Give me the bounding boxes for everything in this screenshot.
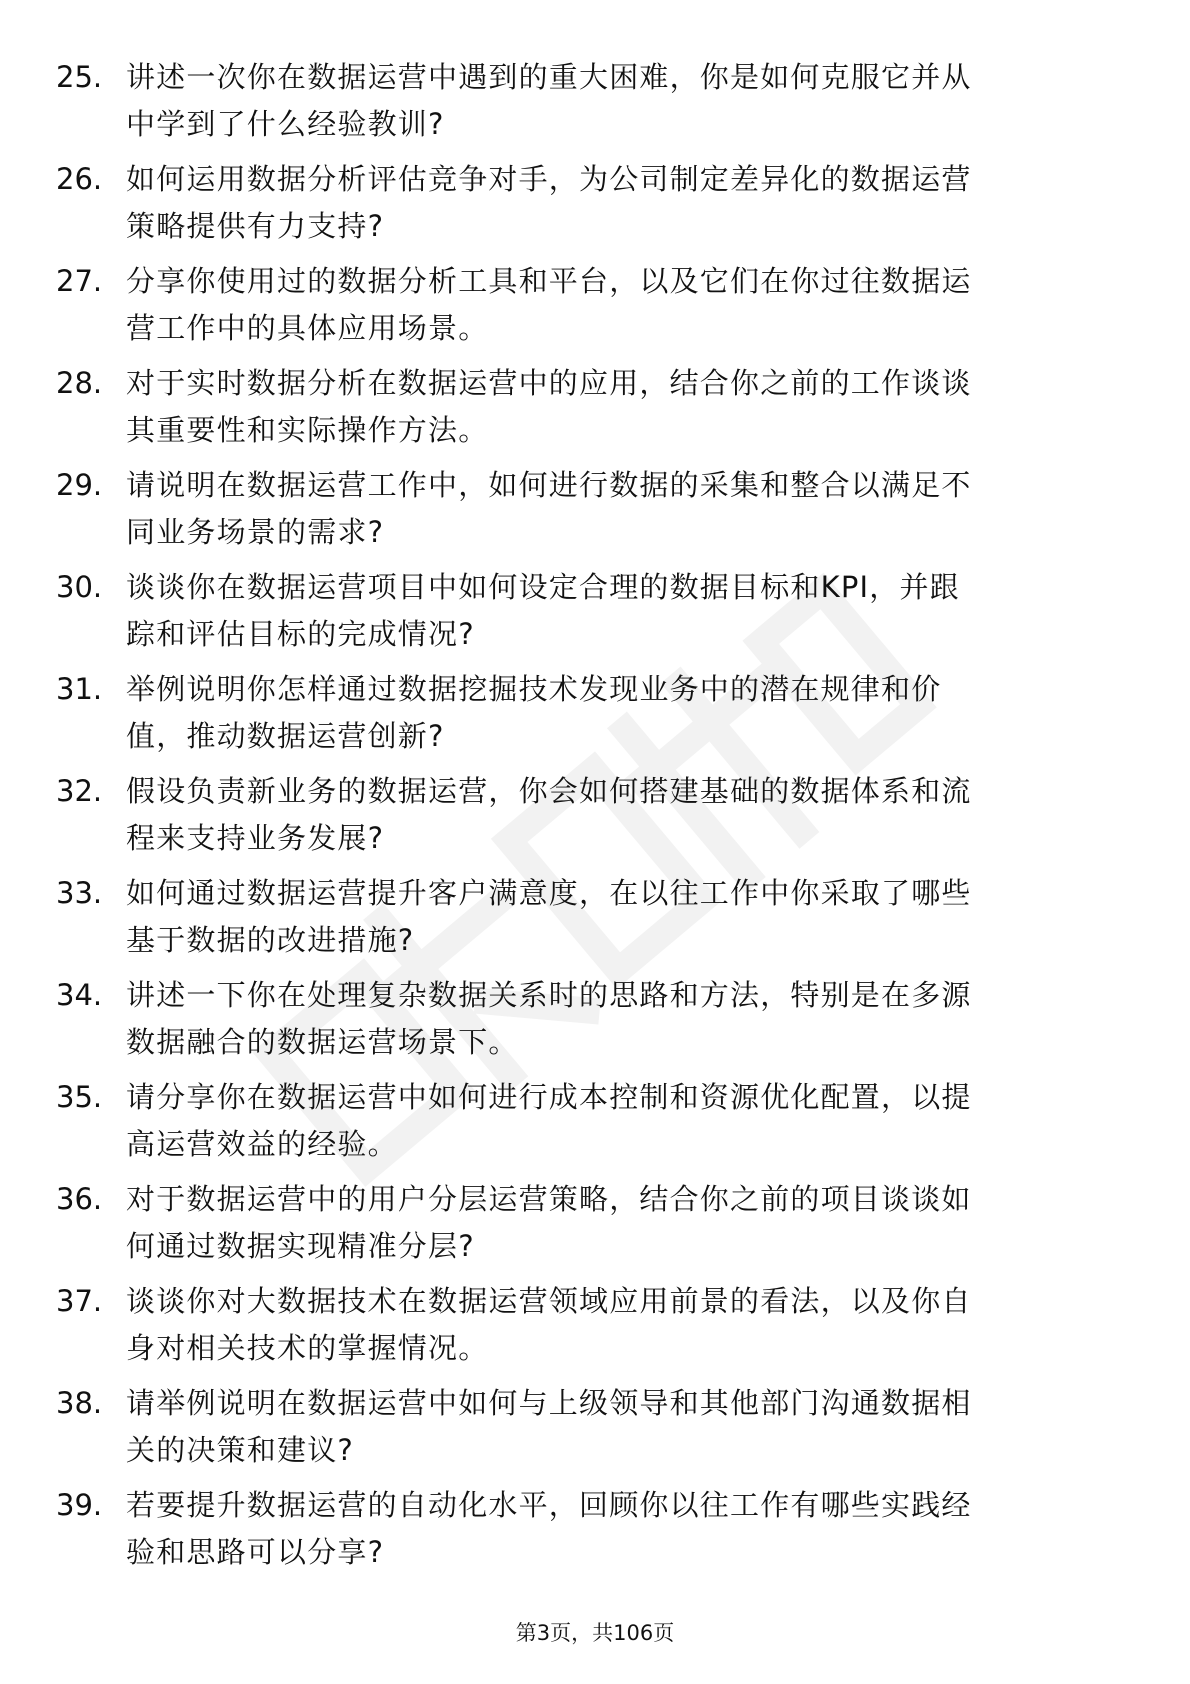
question-number: 27.	[56, 264, 103, 298]
question-number: 34.	[56, 978, 103, 1012]
question-number: 29.	[56, 468, 103, 502]
question-line: 验和思路可以分享?	[126, 1535, 385, 1569]
list-item	[56, 462, 1120, 564]
question-number: 28.	[56, 366, 103, 400]
question-line: 数据融合的数据运营场景下。	[126, 1025, 519, 1059]
question-line: 如何运用数据分析评估竞争对手，为公司制定差异化的数据运营	[126, 162, 972, 196]
question-line: 讲述一下你在处理复杂数据关系时的思路和方法，特别是在多源	[126, 978, 972, 1012]
list-item	[56, 156, 1120, 258]
question-line: 其重要性和实际操作方法。	[126, 413, 489, 447]
question-line: 同业务场景的需求?	[126, 515, 385, 549]
question-number: 30.	[56, 570, 103, 604]
list-item	[56, 1176, 1120, 1278]
question-text	[126, 870, 1166, 964]
question-line: 营工作中的具体应用场景。	[126, 311, 489, 345]
list-item	[56, 258, 1120, 360]
question-line: 分享你使用过的数据分析工具和平台，以及它们在你过往数据运	[126, 264, 972, 298]
list-item	[56, 1278, 1120, 1380]
question-text	[126, 1278, 1166, 1372]
list-item	[56, 1380, 1120, 1482]
question-number: 25.	[56, 60, 103, 94]
question-number: 36.	[56, 1182, 103, 1216]
list-item	[56, 666, 1120, 768]
question-text	[126, 156, 1166, 250]
list-item	[56, 54, 1120, 156]
question-list	[56, 54, 1120, 1584]
question-number: 32.	[56, 774, 103, 808]
question-text	[126, 258, 1166, 352]
question-number: 35.	[56, 1080, 103, 1114]
question-line: 举例说明你怎样通过数据挖掘技术发现业务中的潜在规律和价	[126, 672, 942, 706]
question-line: 谈谈你对大数据技术在数据运营领域应用前景的看法，以及你自	[126, 1284, 972, 1318]
question-text	[126, 462, 1166, 556]
question-line: 踪和评估目标的完成情况?	[126, 617, 475, 651]
question-line: 程来支持业务发展?	[126, 821, 385, 855]
list-item	[56, 870, 1120, 972]
question-line: 对于实时数据分析在数据运营中的应用，结合你之前的工作谈谈	[126, 366, 972, 400]
list-item	[56, 1482, 1120, 1584]
list-item	[56, 564, 1120, 666]
question-number: 38.	[56, 1386, 103, 1420]
question-line: 假设负责新业务的数据运营，你会如何搭建基础的数据体系和流	[126, 774, 972, 808]
question-text	[126, 54, 1166, 148]
question-text	[126, 768, 1166, 862]
question-text	[126, 1482, 1166, 1576]
question-text	[126, 564, 1166, 658]
question-number: 26.	[56, 162, 103, 196]
question-number: 39.	[56, 1488, 103, 1522]
question-number: 31.	[56, 672, 103, 706]
question-line: 基于数据的改进措施?	[126, 923, 415, 957]
list-item	[56, 972, 1120, 1074]
list-item	[56, 1074, 1120, 1176]
question-line: 值，推动数据运营创新?	[126, 719, 445, 753]
question-line: 何通过数据实现精准分层?	[126, 1229, 475, 1263]
question-number: 33.	[56, 876, 103, 910]
question-line: 谈谈你在数据运营项目中如何设定合理的数据目标和KPI，并跟	[126, 570, 960, 604]
question-line: 关的决策和建议?	[126, 1433, 354, 1467]
question-line: 请说明在数据运营工作中，如何进行数据的采集和整合以满足不	[126, 468, 972, 502]
question-line: 请举例说明在数据运营中如何与上级领导和其他部门沟通数据相	[126, 1386, 972, 1420]
question-text	[126, 972, 1166, 1066]
question-line: 如何通过数据运营提升客户满意度，在以往工作中你采取了哪些	[126, 876, 972, 910]
question-line: 对于数据运营中的用户分层运营策略，结合你之前的项目谈谈如	[126, 1182, 972, 1216]
question-line: 身对相关技术的掌握情况。	[126, 1331, 489, 1365]
list-item	[56, 768, 1120, 870]
question-line: 讲述一次你在数据运营中遇到的重大困难，你是如何克服它并从	[126, 60, 972, 94]
page-indicator: 第3页，共106页	[515, 1621, 675, 1645]
question-number: 37.	[56, 1284, 103, 1318]
question-text	[126, 666, 1166, 760]
question-line: 中学到了什么经验教训?	[126, 107, 445, 141]
question-text	[126, 1176, 1166, 1270]
question-text	[126, 1074, 1166, 1168]
question-line: 请分享你在数据运营中如何进行成本控制和资源优化配置，以提	[126, 1080, 972, 1114]
question-line: 若要提升数据运营的自动化水平，回顾你以往工作有哪些实践经	[126, 1488, 972, 1522]
question-line: 策略提供有力支持?	[126, 209, 385, 243]
question-text	[126, 360, 1166, 454]
question-line: 高运营效益的经验。	[126, 1127, 398, 1161]
list-item	[56, 360, 1120, 462]
question-text	[126, 1380, 1166, 1474]
